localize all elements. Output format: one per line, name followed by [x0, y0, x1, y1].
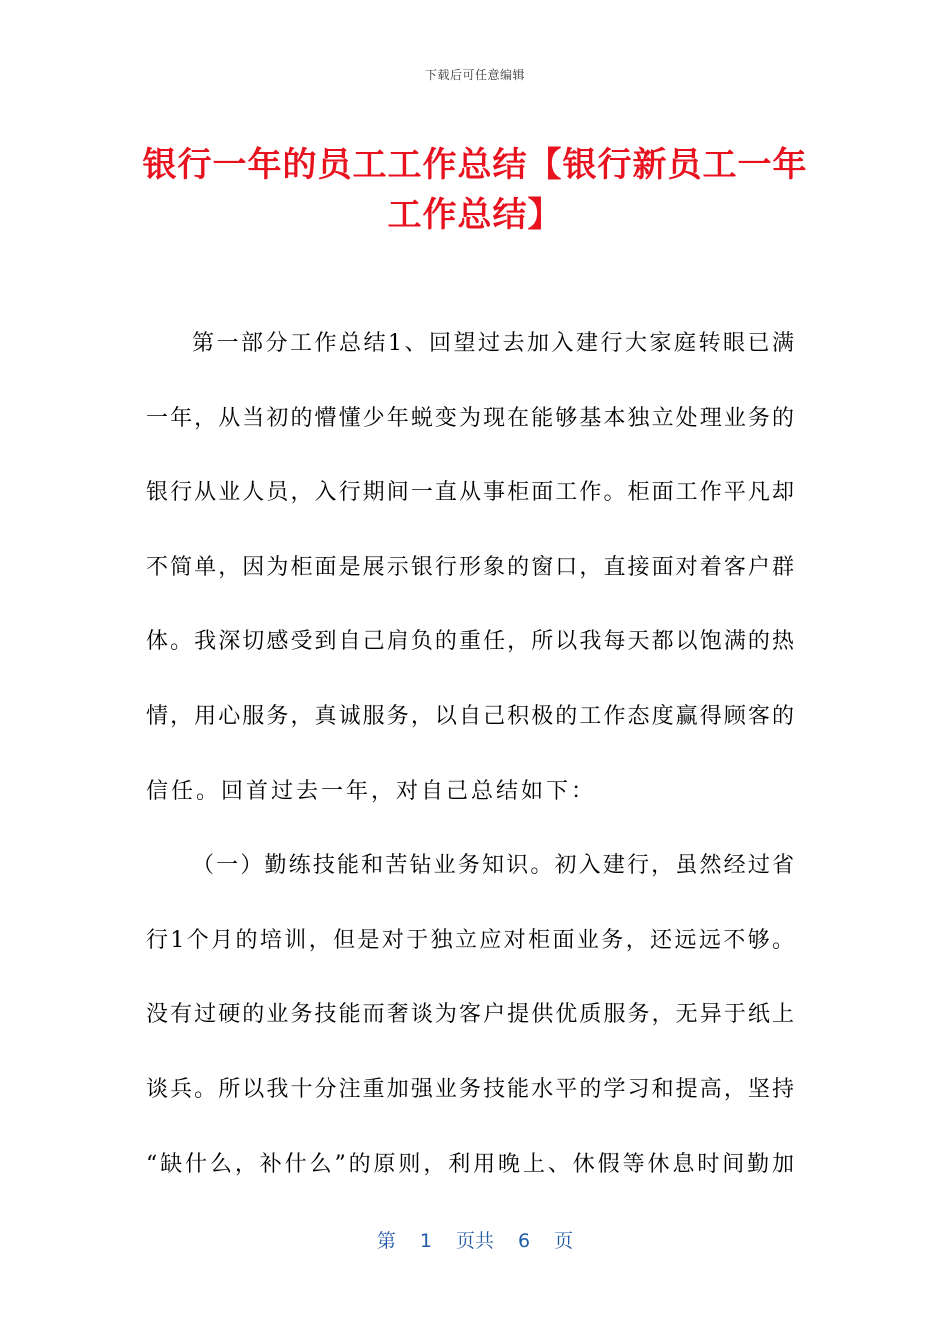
paragraph-line: 没有过硬的业务技能而奢谈为客户提供优质服务，无异于纸上: [146, 1002, 794, 1028]
paragraph-line: 情，用心服务，真诚服务，以自己积极的工作态度赢得顾客的: [146, 703, 794, 729]
paragraph-line: 第一部分工作总结1、回望过去加入建行大家庭转眼已满: [192, 331, 794, 356]
paragraph-line: 行1个月的培训，但是对于独立应对柜面业务，还远远不够。: [146, 927, 794, 953]
footer-page-number: 1: [419, 1230, 432, 1252]
footer-suffix: 页: [554, 1230, 574, 1252]
document-title: [140, 140, 810, 240]
paragraph-line: 不简单，因为柜面是展示银行形象的窗口，直接面对着客户群: [146, 554, 794, 580]
paragraph-line: 银行从业人员，入行期间一直从事柜面工作。柜面工作平凡却: [146, 480, 794, 506]
header-note: 下载后可任意编辑: [424, 68, 525, 82]
footer-prefix: 第: [376, 1230, 396, 1252]
footer-total-pages: 6: [518, 1230, 531, 1252]
paragraph-line: 谈兵。所以我十分注重加强业务技能水平的学习和提高，坚持: [146, 1076, 794, 1102]
paragraph-line: “缺什么，补什么”的原则，利用晚上、休假等休息时间勤加: [146, 1151, 794, 1177]
footer-middle: 页共: [455, 1230, 494, 1252]
page-footer: [0, 1226, 950, 1253]
title-line-2: 工作总结】: [387, 195, 563, 235]
paragraph-line: 体。我深切感受到自己肩负的重任，所以我每天都以饱满的热: [146, 629, 794, 655]
paragraph-line: （一）勤练技能和苦钻业务知识。初入建行，虽然经过省: [192, 853, 794, 879]
paragraph-line: 信任。回首过去一年，对自己总结如下：: [146, 778, 597, 804]
document-body: [146, 320, 794, 1215]
title-line-1: 银行一年的员工工作总结【银行新员工一年: [142, 145, 808, 185]
paragraph-line: 一年，从当初的懵懂少年蜕变为现在能够基本独立处理业务的: [146, 405, 794, 431]
